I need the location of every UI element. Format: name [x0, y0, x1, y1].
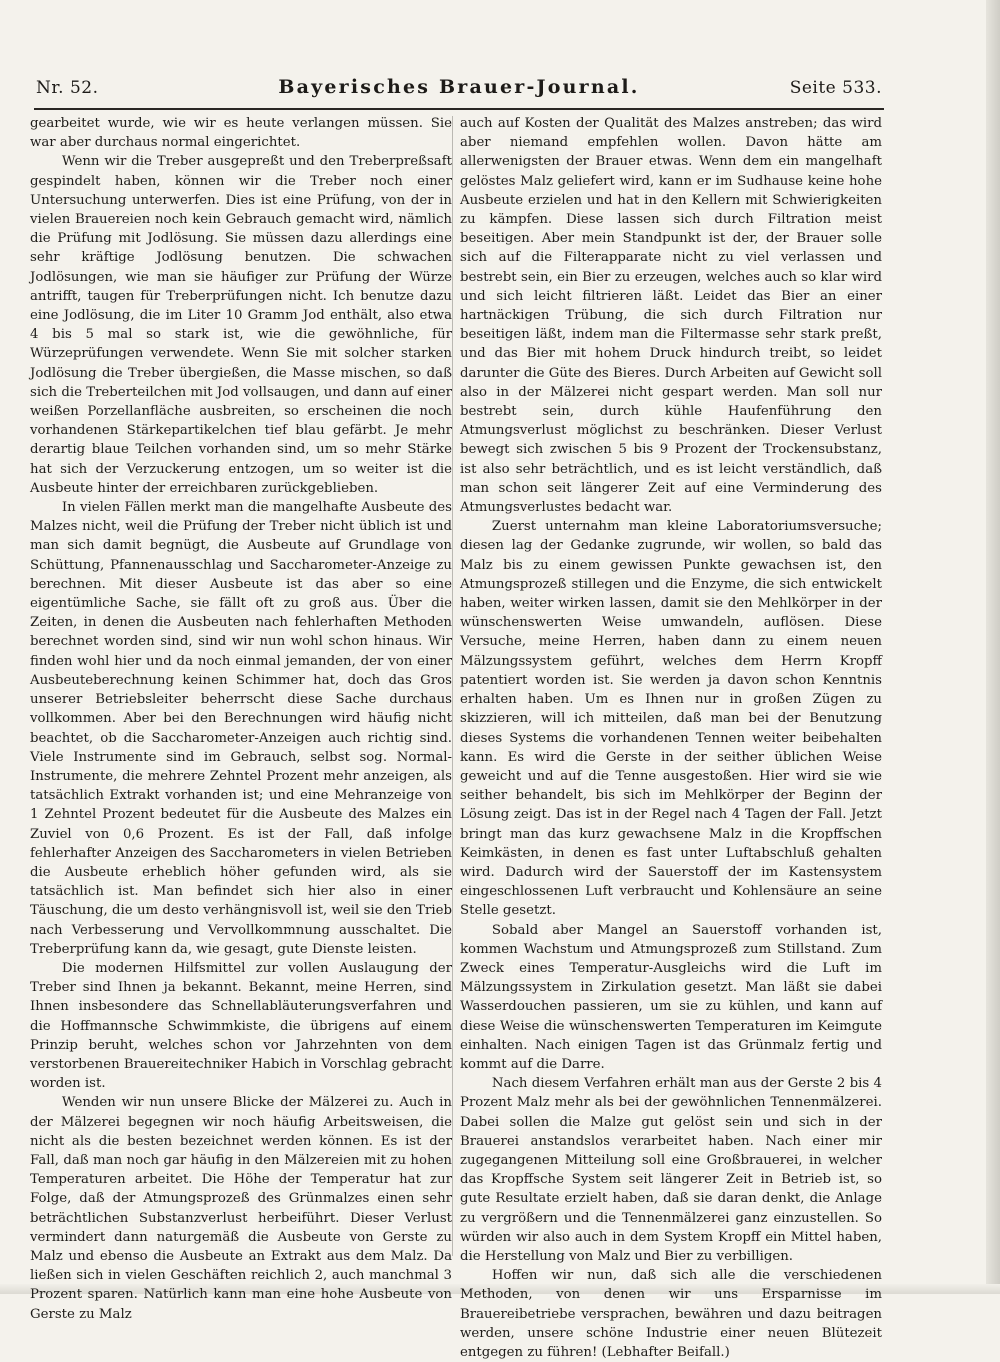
- left-column: [30, 114, 452, 1322]
- paragraph: In vielen Fällen merkt man die mangelhafte Ausbeute des Malzes nicht, weil die Prüfung der Treber nicht üblich ist und man sich damit begnügt, die Ausbeute auf Grundlage von Schüttung, Pfannenausschlag und Saccharometer-Anzeige zu berechnen. Mit dieser Ausbeute ist das aber so eine eigentümliche Sache, sie fällt oft zu groß aus. Über die Zeiten, in denen die Ausbeuten nach fehlerhaften Methoden berechnet worden sind, sind wir nun wohl schon hinaus. Wir finden wohl hier und da noch einmal jemanden, der von einer Ausbeuteberechnung keinen Schimmer hat, doch das Gros unserer Betriebsleiter beherrscht diese Sache durchaus vollkommen. Aber bei den Berechnungen wird häufig nicht beachtet, ob die Saccharometer-Anzeigen auch richtig sind. Viele Instrumente sind im Gebrauch, selbst sog. Normal-Instrumente, die mehrere Zehntel Prozent mehr anzeigen, als tatsächlich Extrakt vorhanden ist; und eine Mehranzeige von 1 Zehntel Prozent bedeutet für die Ausbeute des Malzes ein Zuviel von 0,6 Prozent. Es ist der Fall, daß infolge fehlerhafter Anzeigen des Saccharometers in vielen Betrieben die Ausbeute erheblich höher gefunden wird, als sie tatsächlich ist. Man befindet sich hier also in einer Täuschung, die um desto verhängnisvoll ist, weil sie den Trieb nach Verbesserung und Vervollkommnung ausschaltet. Die Treberprüfung kann da, wie gesagt, gute Dienste leisten.: [30, 500, 452, 957]
- paragraph: gearbeitet wurde, wie wir es heute verlangen müssen. Sie war aber durchaus normal eingerichtet.: [30, 116, 452, 151]
- paragraph: Zuerst unternahm man kleine Laboratoriumsversuche; diesen lag der Gedanke zugrunde, wir wollen, so bald das Malz bis zu einem gewissen Punkte gewachsen ist, den Atmungsprozeß stillegen und die Enzyme, die sich entwickelt haben, weiter wirken lassen, damit sie den Mehlkörper in der wünschenswerten Weise umwandeln, auflösen. Diese Versuche, meine Herren, haben dann zu einem neuen Mälzungssystem geführt, welches dem Herrn Kropff patentiert worden ist. Sie werden ja davon schon Kenntnis erhalten haben. Um es Ihnen nur in großen Zügen zu skizzieren, will ich mitteilen, daß man bei der Benutzung dieses Systems die vorhandenen Tennen weiter beibehalten kann. Es wird die Gerste in der seither üblichen Weise geweicht und auf die Tenne ausgestoßen. Hier wird sie wie seither behandelt, bis sich im Mehlkörper der Beginn der Lösung zeigt. Das ist in der Regel nach 4 Tagen der Fall. Jetzt bringt man das kurz gewachsene Malz in die Kropffschen Keimkästen, in denen es fast unter Luftabschluß gehalten wird. Dadurch wird der Sauerstoff der im Kastensystem eingeschlossenen Luft verbraucht und Kohlensäure an seine Stelle gesetzt.: [460, 519, 882, 919]
- column-divider: [452, 116, 453, 1256]
- paragraph: Die modernen Hilfsmittel zur vollen Auslaugung der Treber sind Ihnen ja bekannt. Bekannt, meine Herren, sind Ihnen insbesondere das Schnellabläuterungsverfahren und die Hoffmannsche Schwimmkiste, die übrigens auf einem Prinzip beruht, welches schon vor Jahrzehnten von dem verstorbenen Brauereitechniker Habich in Vorschlag gebracht worden ist.: [30, 960, 452, 1092]
- paragraph: Nach diesem Verfahren erhält man aus der Gerste 2 bis 4 Prozent Malz mehr als bei der gewöhnlichen Tennenmälzerei. Dabei sollen die Malze gut gelöst sein und sich in der Brauerei anstandslos verarbeitet haben. Nach einer mir zugegangenen Mitteilung soll eine Großbrauerei, in welcher das Kropffsche System seit längerer Zeit in Betrieb ist, so gute Resultate erzielt haben, daß sie daran denkt, die Anlage zu vergrößern und die Tennenmälzerei ganz einzustellen. So würden wir also auch in dem System Kropff ein Mittel haben, die Herstellung von Malz und Bier zu verbilligen.: [460, 1076, 882, 1264]
- paragraph: Hoffen wir nun, daß sich alle die verschiedenen Methoden, von denen wir uns Ersparnisse im Brauereibetriebe versprachen, bewähren und dazu beitragen werden, unsere schöne Industrie einer neuen Blütezeit entgegen zu führen! (Lebhafter Beifall.): [460, 1268, 882, 1360]
- right-column: [460, 114, 882, 1360]
- paragraph: Wenn wir die Treber ausgepreßt und den Treberpreßsaft gespindelt haben, können wir die Treber noch einer Untersuchung unterwerfen. Dies ist eine Prüfung, von der in vielen Brauereien noch kein Gebrauch gemacht wird, nämlich die Prüfung mit Jodlösung. Sie müssen dazu allerdings eine sehr kräftige Jodlösung benutzen. Die schwachen Jodlösungen, wie man sie häufiger zur Prüfung der Würze antrifft, taugen für Treberprüfungen nicht. Ich benutze dazu eine Jodlösung, die im Liter 10 Gramm Jod enthält, also etwa 4 bis 5 mal so stark ist, wie die gewöhnliche, für Würzeprüfungen verwendete. Wenn Sie mit solcher starken Jodlösung die Treber übergießen, die Masse mischen, so daß sich die Treberteilchen mit Jod vollsaugen, und dann auf einer weißen Porzellanfläche ausbreiten, so erscheinen die noch vorhandenen Stärkepartikelchen tief blau gefärbt. Je mehr derartig blaue Teilchen vorhanden sind, um so mehr Stärke hat sich der Verzuckerung entzogen, um so weiter ist die Ausbeute hinter der erreichbaren zurückgeblieben.: [30, 154, 452, 496]
- scan-edge-shadow: [986, 0, 1000, 1294]
- page-number: Seite 533.: [789, 78, 882, 98]
- paragraph: auch auf Kosten der Qualität des Malzes anstreben; das wird aber niemand empfehlen wollen. Davon hätte am allerwenigsten der Brauer etwas. Wenn dem ein mangelhaft gelöstes Malz geliefert wird, kann er im Sudhause keine hohe Ausbeute erzielen und hat in den Kellern mit Schwierigkeiten zu kämpfen. Diese lassen sich durch Filtration meist beseitigen. Aber mein Standpunkt ist der, der Brauer solle sich auf die Filterapparate nicht zu viel verlassen und bestrebt sein, ein Bier zu erzeugen, welches auch so klar wird und sich leicht filtrieren läßt. Leidet das Bier an einer hartnäckigen Trübung, die sich durch Filtration nur beseitigen läßt, indem man die Filtermasse sehr stark preßt, und das Bier mit hohem Druck hindurch treibt, so leidet darunter die Güte des Bieres. Durch Arbeiten auf Gewicht soll also in der Mälzerei nicht gespart werden. Man soll nur bestrebt sein, durch kühle Haufenführung den Atmungsverlust möglichst zu beschränken. Dieser Verlust bewegt sich zwischen 5 bis 9 Prozent der Trockensubstanz, ist also sehr beträchtlich, und es ist leicht verständlich, daß man schon seit längerer Zeit auf eine Verminderung des Atmungsverlustes bedacht war.: [460, 116, 882, 516]
- journal-title: Bayerisches Brauer-Journal.: [278, 76, 640, 98]
- page-header: [36, 74, 882, 104]
- paragraph: Sobald aber Mangel an Sauerstoff vorhanden ist, kommen Wachstum und Atmungsprozeß zum Stillstand. Zum Zweck eines Temperatur-Ausgleichs wird die Luft im Mälzungssystem in Zirkulation gesetzt. Man läßt sie dabei Wasserdouchen passieren, um sie zu kühlen, und kann auf diese Weise die wünschenswerten Temperaturen im Keimgute einhalten. Nach einigen Tagen ist das Grünmalz fertig und kommt auf die Darre.: [460, 922, 882, 1072]
- issue-number: Nr. 52.: [36, 78, 99, 98]
- paragraph: Wenden wir nun unsere Blicke der Mälzerei zu. Auch in der Mälzerei begegnen wir noch häufig Arbeitsweisen, die nicht als die besten bezeichnet werden können. Es ist der Fall, daß man noch gar häufig in den Mälzereien mit zu hohen Temperaturen arbeitet. Die Höhe der Temperatur hat zur Folge, daß der Atmungsprozeß des Grünmalzes einen sehr beträchtlichen Substanzverlust herbeiführt. Dieser Verlust vermindert dann naturgemäß die Ausbeute von Gerste zu Malz und ebenso die Ausbeute an Extrakt aus dem Malz. Da ließen sich in vielen Geschäften reichlich 2, auch manchmal 3 Prozent sparen. Natürlich kann man eine hohe Ausbeute von Gerste zu Malz: [30, 1095, 452, 1322]
- header-rule: [34, 108, 884, 110]
